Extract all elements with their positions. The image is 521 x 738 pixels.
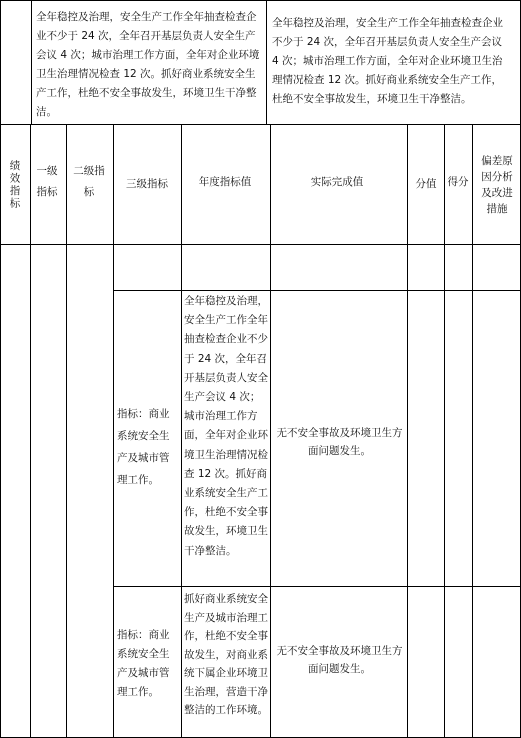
table-line <box>270 124 271 738</box>
row2-actual-value: 无不安全事故及环境卫生方面问题发生。 <box>276 645 403 675</box>
table-line <box>0 244 521 245</box>
table-line <box>114 586 521 587</box>
table-line <box>266 0 267 124</box>
row2-annual-value: 抓好商业系统安全生产及城市治理工作，杜绝不安全事故发生，对商业系统下属企业环境卫生治理，营造干净整洁的工作环境。 <box>184 593 268 716</box>
header-points <box>446 160 470 204</box>
header-col4-text: 三级指标 <box>126 177 168 190</box>
top-right-text: 全年稳控及治理，安全生产工作全年抽查检查企业不少于 24 次，全年召开基层负责人安全生产会议 4 次；城市治理工作方面，全年对企业环境卫生治理情况检查 12 次。抓好商业系统安全生产工作，杜绝不安全事故发生，环境卫生干净整洁。 <box>272 17 503 105</box>
row2-indicator: 指标：商业系统安全生产及城市管理工作。 <box>117 629 170 698</box>
header-col2-text: 一级指标 <box>36 165 58 198</box>
top-left-text: 全年稳控及治理，安全生产工作全年抽查检查企业不少于 24 次，全年召开基层负责人安全生产会议 4 次；城市治理工作方面，全年对企业环境卫生治理情况检查 12 次。抓好商业系统安全生产工作，杜绝不安全事故发生，环境卫生干净整洁。 <box>36 11 260 118</box>
table-line <box>0 0 521 1</box>
table-line <box>181 124 182 738</box>
header-col9-text: 偏差原因分析及改进措施 <box>481 155 513 215</box>
table-line <box>66 124 67 738</box>
table-line <box>0 124 521 125</box>
header-level3 <box>115 172 179 196</box>
table-line <box>30 124 31 738</box>
table-line <box>114 290 521 291</box>
row1-indicator: 指标：商业系统安全生产及城市管理工作。 <box>117 408 170 486</box>
header-col3-text: 二级指标 <box>73 165 105 198</box>
row1-actual-value: 无不安全事故及环境卫生方面问题发生。 <box>276 427 403 457</box>
table-line <box>407 124 408 738</box>
header-col8-text: 得分 <box>447 175 469 188</box>
header-performance-indicator <box>2 150 27 220</box>
table-line <box>472 124 473 738</box>
header-level2 <box>70 160 108 204</box>
header-col7-text: 分值 <box>415 177 437 190</box>
table-line <box>444 124 445 738</box>
table-line <box>113 124 114 738</box>
header-col1-text: 绩效指标 <box>8 160 21 210</box>
header-annual-value <box>183 160 267 204</box>
table-line <box>31 0 32 124</box>
header-col6-text: 实际完成值 <box>310 175 364 188</box>
table-line <box>0 0 1 738</box>
row1-annual-value: 全年稳控及治理，安全生产工作全年抽查检查企业不少于 24 次，全年召开基层负责人安全生产会议 4 次；城市治理工作方面，全年对企业环境卫生治理情况检查 12 次。抓好商业系统安全生产工作，杜绝不安全事故发生，环境卫生干净整洁。 <box>184 295 268 557</box>
header-level1 <box>32 160 62 204</box>
header-deviation <box>478 150 516 220</box>
header-col5-text: 年度指标值 <box>198 175 252 188</box>
header-score <box>408 172 444 196</box>
header-actual-value <box>292 160 382 204</box>
